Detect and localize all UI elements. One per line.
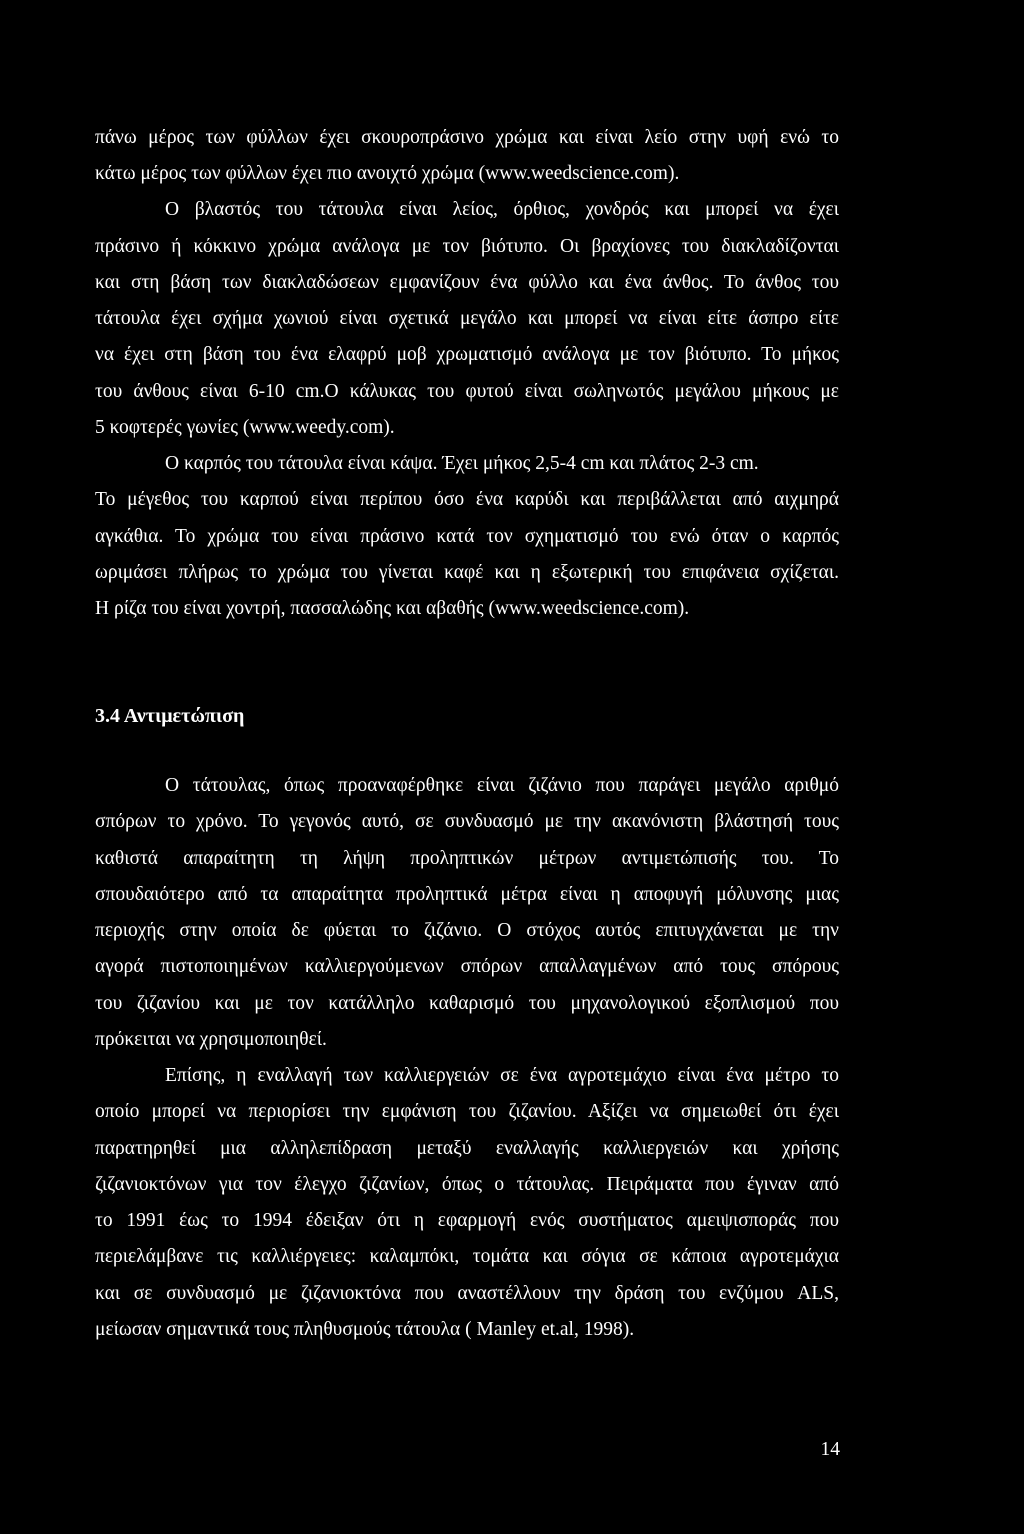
- paragraph-line: τάτουλα έχει σχήμα χωνιού είναι σχετικά μεγάλο και μπορεί να είναι είτε άσπρο είτε: [95, 308, 839, 329]
- paragraph-line: Η ρίζα του είναι χοντρή, πασσαλώδης και αβαθής (www.weedscience.com).: [95, 598, 690, 619]
- paragraph-line: Ο τάτουλας, όπως προαναφέρθηκε είναι ζιζάνιο που παράγει μεγάλο αριθμό: [165, 775, 839, 796]
- paragraph-line: και στη βάση των διακλαδώσεων εμφανίζουν ένα φύλλο και ένα άνθος. Το άνθος του: [95, 272, 839, 293]
- paragraph-line: μείωσαν σημαντικά τους πληθυσμούς τάτουλα ( Manley et.al, 1998).: [95, 1319, 635, 1340]
- paragraph-line: να έχει στη βάση του ένα ελαφρύ μοβ χρωματισμό ανάλογα με τον βιότυπο. Το μήκος: [95, 344, 839, 365]
- paragraph-line: οποίο μπορεί να περιορίσει την εμφάνιση του ζιζανίου. Αξίζει να σημειωθεί ότι έχει: [95, 1101, 839, 1122]
- paragraph-line: πράσινο ή κόκκινο χρώμα ανάλογα με τον βιότυπο. Οι βραχίονες του διακλαδίζονται: [95, 236, 839, 257]
- page-number: 14: [820, 1439, 840, 1460]
- paragraph-line: καθιστά απαραίτητη τη λήψη προληπτικών μέτρων αντιμετώπισής του. Το: [95, 848, 839, 869]
- paragraph-line: του άνθους είναι 6-10 cm.Ο κάλυκας του φυτού είναι σωληνωτός μεγάλου μήκους με: [95, 381, 839, 402]
- paragraph-line: σπόρων το χρόνο. Το γεγονός αυτό, σε συνδυασμό με την ακανόνιστη βλάστησή τους: [95, 811, 839, 832]
- paragraph-line: περιοχής στην οποία δε φύεται το ζιζάνιο. Ο στόχος αυτός επιτυγχάνεται με την: [95, 920, 839, 941]
- paragraph-line: και σε συνδυασμό με ζιζανιοκτόνα που αναστέλλουν την δράση του ενζύμου ALS,: [95, 1283, 839, 1304]
- paragraph-line: σπουδαιότερο από τα απαραίτητα προληπτικά μέτρα είναι η αποφυγή μόλυνσης μιας: [95, 884, 839, 905]
- paragraph-line: αγορά πιστοποιημένων καλλιεργούμενων σπόρων απαλλαγμένων από τους σπόρους: [95, 956, 839, 977]
- paragraph-line: Επίσης, η εναλλαγή των καλλιεργειών σε ένα αγροτεμάχιο είναι ένα μέτρο το: [165, 1065, 839, 1086]
- paragraph-line: Ο καρπός του τάτουλα είναι κάψα. Έχει μήκος 2,5-4 cm και πλάτος 2-3 cm.: [165, 453, 759, 474]
- paragraph-line: 5 κοφτερές γωνίες (www.weedy.com).: [95, 417, 395, 438]
- paragraph-line: παρατηρηθεί μια αλληλεπίδραση μεταξύ εναλλαγής καλλιεργειών και χρήσης: [95, 1138, 839, 1159]
- paragraph-line: Το μέγεθος του καρπού είναι περίπου όσο ένα καρύδι και περιβάλλεται από αιχμηρά: [95, 489, 839, 510]
- paragraph-line: ωριμάσει πλήρως το χρώμα του γίνεται καφέ και η εξωτερική του επιφάνεια σχίζεται.: [95, 562, 839, 583]
- paragraph-line: αγκάθια. Το χρώμα του είναι πράσινο κατά τον σχηματισμό του ενώ όταν ο καρπός: [95, 526, 839, 547]
- paragraph-line: πρόκειται να χρησιμοποιηθεί.: [95, 1029, 327, 1050]
- paragraph-line: ζιζανιοκτόνων για τον έλεγχο ζιζανίων, όπως ο τάτουλας. Πειράματα που έγιναν από: [95, 1174, 839, 1195]
- paragraph-line: το 1991 έως το 1994 έδειξαν ότι η εφαρμογή ενός συστήματος αμειψισποράς που: [95, 1210, 839, 1231]
- paragraph-line: του ζιζανίου και με τον κατάλληλο καθαρισμό του μηχανολογικού εξοπλισμού που: [95, 993, 839, 1014]
- section-heading: 3.4 Αντιμετώπιση: [95, 705, 245, 727]
- paragraph-line: περιελάμβανε τις καλλιέργειες: καλαμπόκι, τομάτα και σόγια σε κάποια αγροτεμάχια: [95, 1246, 839, 1267]
- paragraph-line: πάνω μέρος των φύλλων έχει σκουροπράσινο χρώμα και είναι λείο στην υφή ενώ το: [95, 127, 839, 148]
- paragraph-line: κάτω μέρος των φύλλων έχει πιο ανοιχτό χρώμα (www.weedscience.com).: [95, 163, 680, 184]
- paragraph-line: Ο βλαστός του τάτουλα είναι λείος, όρθιος, χονδρός και μπορεί να έχει: [165, 199, 839, 220]
